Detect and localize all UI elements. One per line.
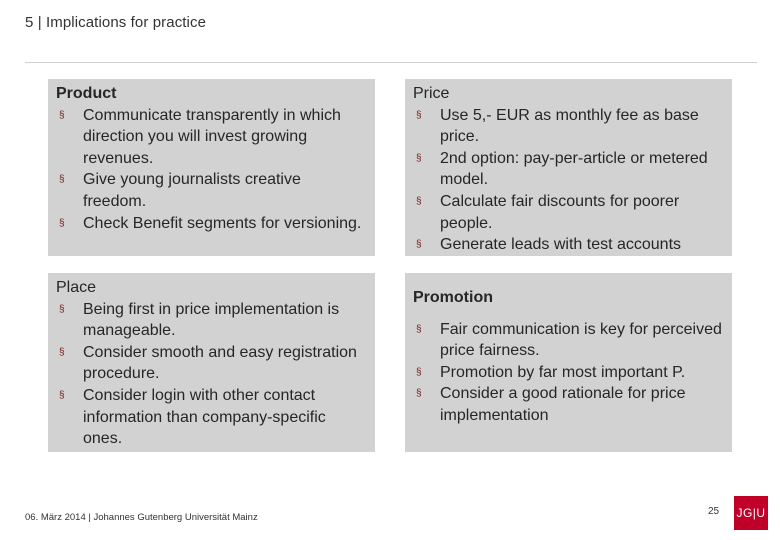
list-item-text: Check Benefit segments for versioning.: [83, 214, 362, 232]
bullet-icon: §: [59, 346, 65, 358]
list-item: [413, 148, 724, 191]
product-list: [56, 105, 367, 235]
bullet-icon: §: [59, 109, 65, 121]
bullet-icon: §: [416, 388, 422, 400]
price-list: [413, 105, 724, 256]
list-item-text: Promotion by far most important P.: [440, 363, 686, 381]
bullet-icon: §: [416, 195, 422, 207]
university-logo: [734, 496, 768, 530]
title-divider: [25, 62, 757, 63]
list-item: [56, 299, 367, 342]
promotion-heading: Promotion: [413, 289, 493, 306]
list-item: [56, 169, 367, 212]
place-list: [56, 299, 367, 450]
list-item-text: 2nd option: pay-per-article or metered model.: [440, 149, 708, 189]
logo-text: JG|U: [736, 506, 766, 520]
footer-text: 06. März 2014 | Johannes Gutenberg Universität Mainz: [25, 512, 258, 523]
product-box: [48, 79, 375, 256]
place-heading: Place: [56, 279, 97, 296]
list-item: [413, 234, 724, 256]
list-item-text: Communicate transparently in which direction you will invest growing revenues.: [83, 106, 341, 167]
place-box: [48, 273, 375, 452]
product-heading: Product: [56, 85, 117, 102]
list-item-text: Being first in price implementation is manageable.: [83, 300, 340, 340]
price-box: [405, 79, 732, 256]
list-item: [413, 191, 724, 234]
list-item-text: Calculate fair discounts for poorer people.: [440, 192, 680, 232]
list-item: [413, 362, 724, 384]
list-item: [413, 319, 724, 362]
bullet-icon: §: [416, 366, 422, 378]
bullet-icon: §: [416, 239, 422, 251]
list-item-text: Use 5,- EUR as monthly fee as base price.: [440, 106, 699, 146]
list-item: [56, 213, 367, 235]
bullet-icon: §: [59, 389, 65, 401]
list-item: [413, 383, 724, 426]
list-item: [56, 105, 367, 170]
bullet-icon: §: [416, 109, 422, 121]
list-item: [56, 385, 367, 450]
list-item-text: Consider a good rationale for price implementation: [440, 385, 686, 424]
price-heading: Price: [413, 85, 450, 102]
slide-title: 5 | Implications for practice: [25, 14, 207, 31]
bullet-icon: §: [59, 174, 65, 186]
promotion-box: [405, 273, 732, 452]
list-item-text: Consider smooth and easy registration procedure.: [83, 343, 357, 383]
list-item-text: Fair communication is key for perceived price fairness.: [440, 320, 722, 360]
page-number: 25: [708, 506, 720, 517]
bullet-icon: §: [59, 217, 65, 229]
bullet-icon: §: [59, 303, 65, 315]
list-item-text: Consider login with other contact information than company-specific ones.: [83, 386, 326, 448]
bullet-icon: §: [416, 323, 422, 335]
bullet-icon: §: [416, 152, 422, 164]
list-item-text: Give young journalists creative freedom.: [83, 171, 301, 210]
promotion-list: [413, 319, 724, 427]
list-item: [56, 342, 367, 385]
list-item: [413, 105, 724, 148]
list-item-text: Generate leads with test accounts: [440, 236, 682, 254]
